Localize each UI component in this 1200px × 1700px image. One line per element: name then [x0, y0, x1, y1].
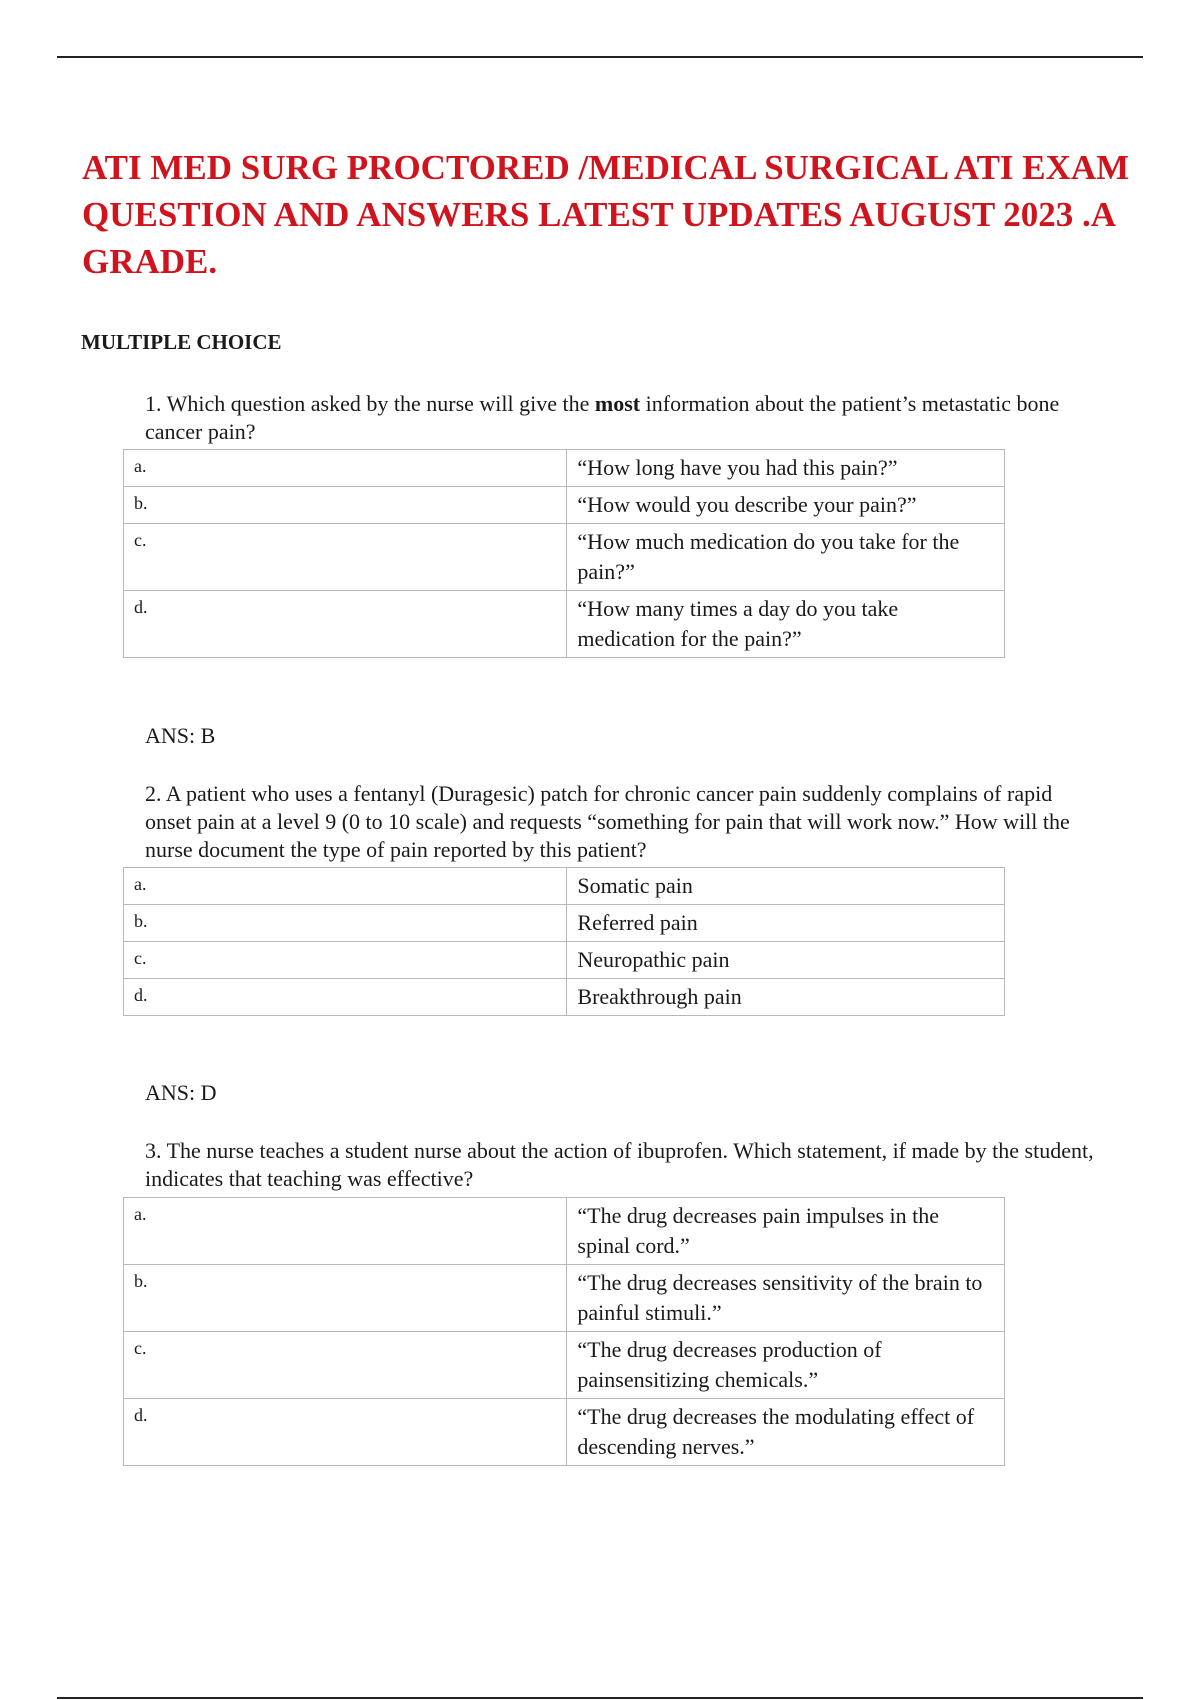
table-row[interactable] [124, 942, 1005, 979]
option-letter: c. [124, 942, 567, 979]
option-letter: b. [124, 1265, 567, 1332]
option-text: “How much medication do you take for the pain?” [567, 524, 1005, 591]
table-row[interactable] [124, 591, 1005, 658]
option-text: Breakthrough pain [567, 979, 1005, 1016]
table-row[interactable] [124, 1399, 1005, 1466]
option-letter: b. [124, 905, 567, 942]
option-letter: d. [124, 1399, 567, 1466]
option-letter: c. [124, 524, 567, 591]
option-text: “The drug decreases production of painsensitizing chemicals.” [567, 1332, 1005, 1399]
table-row[interactable] [124, 1198, 1005, 1265]
table-row[interactable] [124, 487, 1005, 524]
question-2-stem: 2. A patient who uses a fentanyl (Duragesic) patch for chronic cancer pain suddenly complains of rapid onset pain at a level 9 (0 to 10 scale) and requests “something for pain that will work now.” How will the nurse document the type of pain reported by this patient? [145, 781, 1070, 862]
question-2-answer: ANS: D [145, 1080, 217, 1105]
option-letter: d. [124, 591, 567, 658]
section-heading: MULTIPLE CHOICE [81, 330, 282, 354]
emphasis-most: most [594, 391, 641, 416]
option-text: “How would you describe your pain?” [567, 487, 1005, 524]
option-text: “The drug decreases sensitivity of the brain to painful stimuli.” [567, 1265, 1005, 1332]
question-1-options [123, 449, 1005, 658]
question-3-stem: 3. The nurse teaches a student nurse about the action of ibuprofen. Which statement, if made by the student, indicates that teaching was effective? [145, 1138, 1094, 1191]
question-3-options [123, 1197, 1005, 1466]
question-1-stem: 1. Which question asked by the nurse will give the most information about the patient’s metastatic bone cancer pain? [145, 391, 1060, 444]
table-row[interactable] [124, 868, 1005, 905]
option-text: “The drug decreases pain impulses in the spinal cord.” [567, 1198, 1005, 1265]
table-row[interactable] [124, 1332, 1005, 1399]
table-row[interactable] [124, 905, 1005, 942]
table-row[interactable] [124, 524, 1005, 591]
question-2-options [123, 867, 1005, 1016]
question-1-answer: ANS: B [145, 723, 216, 748]
table-row[interactable] [124, 1265, 1005, 1332]
option-letter: a. [124, 1198, 567, 1265]
bottom-rule [57, 1697, 1143, 1699]
option-text: Neuropathic pain [567, 942, 1005, 979]
document-title: ATI MED SURG PROCTORED /MEDICAL SURGICAL ATI EXAM QUESTION AND ANSWERS LATEST UPDATES AUGUST 2023 .A GRADE. [82, 148, 1130, 281]
option-text: “How many times a day do you take medication for the pain?” [567, 591, 1005, 658]
option-letter: a. [124, 450, 567, 487]
option-text: “How long have you had this pain?” [567, 450, 1005, 487]
option-text: Somatic pain [567, 868, 1005, 905]
option-letter: a. [124, 868, 567, 905]
option-text: “The drug decreases the modulating effect of descending nerves.” [567, 1399, 1005, 1466]
option-text: Referred pain [567, 905, 1005, 942]
option-letter: c. [124, 1332, 567, 1399]
table-row[interactable] [124, 979, 1005, 1016]
option-letter: b. [124, 487, 567, 524]
option-letter: d. [124, 979, 567, 1016]
top-rule [57, 56, 1143, 58]
table-row[interactable] [124, 450, 1005, 487]
